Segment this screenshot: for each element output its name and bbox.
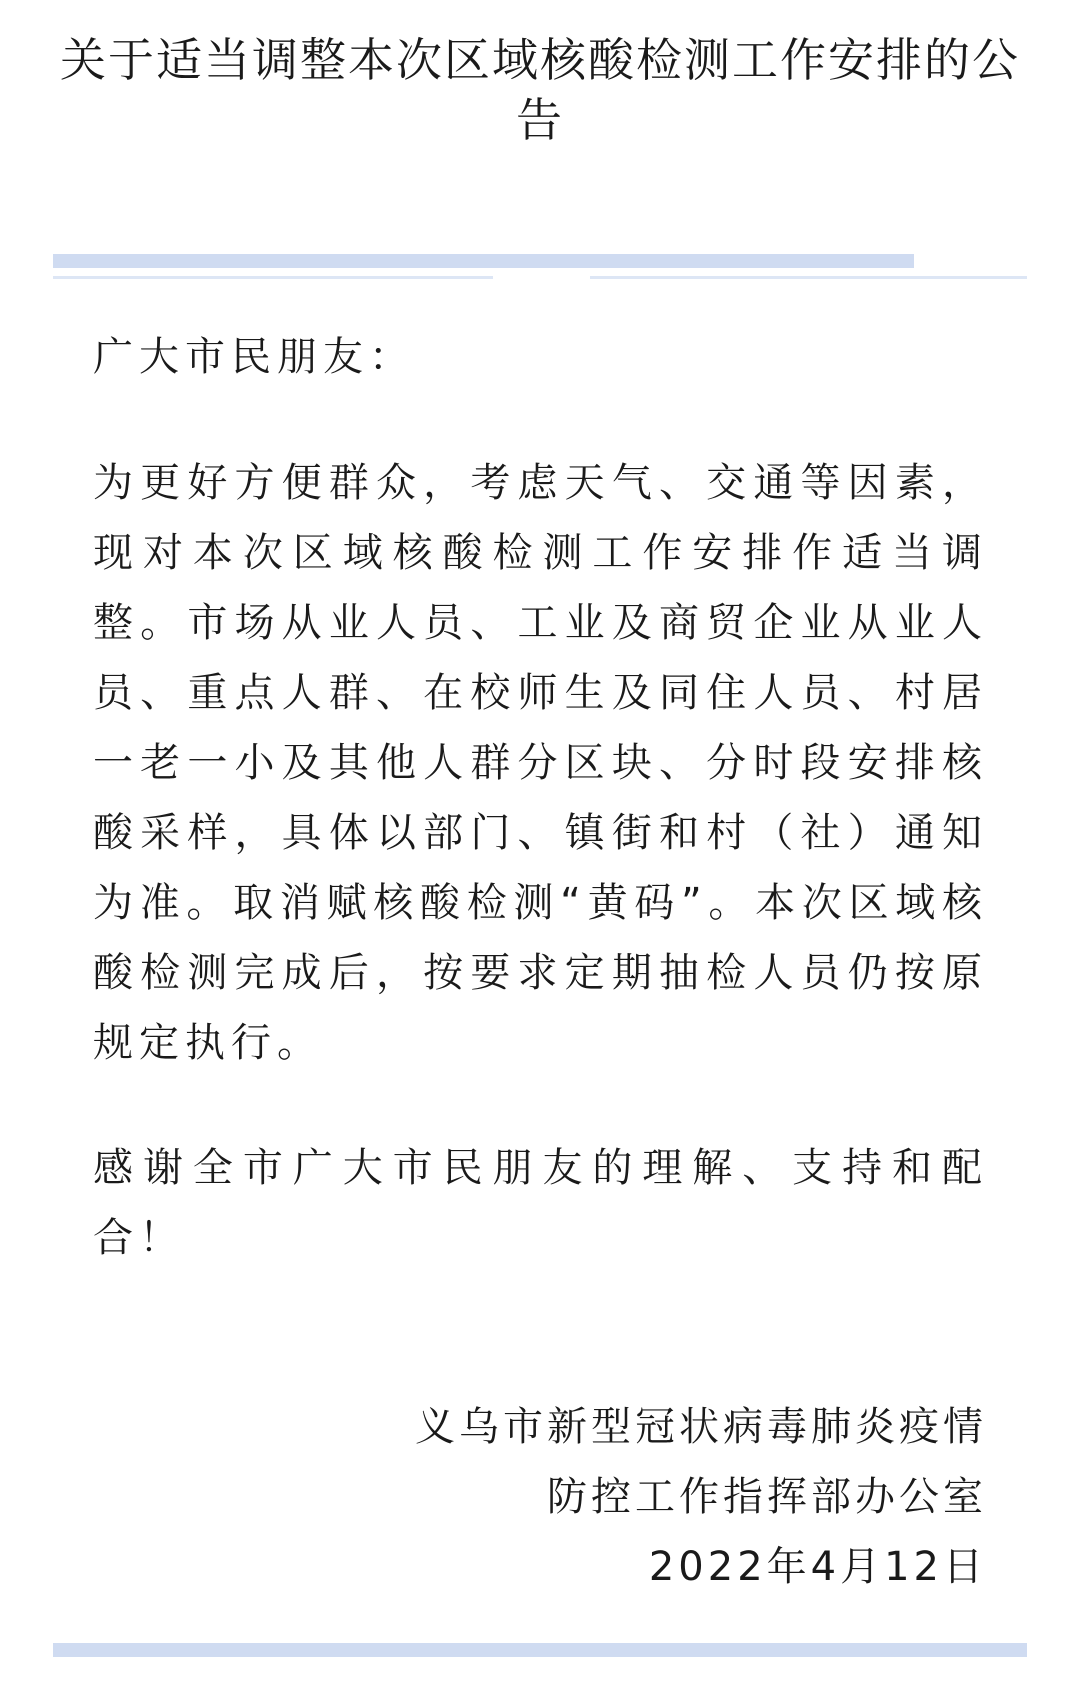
signature-org-line2: 防控工作指挥部办公室: [547, 1474, 987, 1520]
title-divider-thick: [53, 254, 914, 268]
body-paragraph: 为更好方便群众，考虑天气、交通等因素，现对本次区域核酸检测工作安排作适当调整。市场从业人员、工业及商贸企业从业人员、重点人群、在校师生及同住人员、村居一老一小及其他人群分区块、分时段安排核酸采样，具体以部门、镇街和村（社）通知为准。取消赋核酸检测“黄码”。本次区域核酸检测完成后，按要求定期抽检人员仍按原规定执行。: [93, 460, 988, 1066]
bottom-divider: [53, 1643, 1027, 1657]
title-divider-thin-right: [590, 276, 1027, 279]
signature-org-line1: 义乌市新型冠状病毒肺炎疫情: [415, 1404, 987, 1450]
greeting: 广大市民朋友：: [93, 334, 415, 380]
signature-block: [415, 1392, 987, 1602]
thanks-paragraph: 感谢全市广大市民朋友的理解、支持和配合！: [93, 1145, 988, 1261]
notice-title: 关于适当调整本次区域核酸检测工作安排的公告: [60, 33, 1020, 147]
signature-date: 2022年4月12日: [648, 1544, 987, 1590]
title-divider-thin-left: [53, 276, 493, 279]
